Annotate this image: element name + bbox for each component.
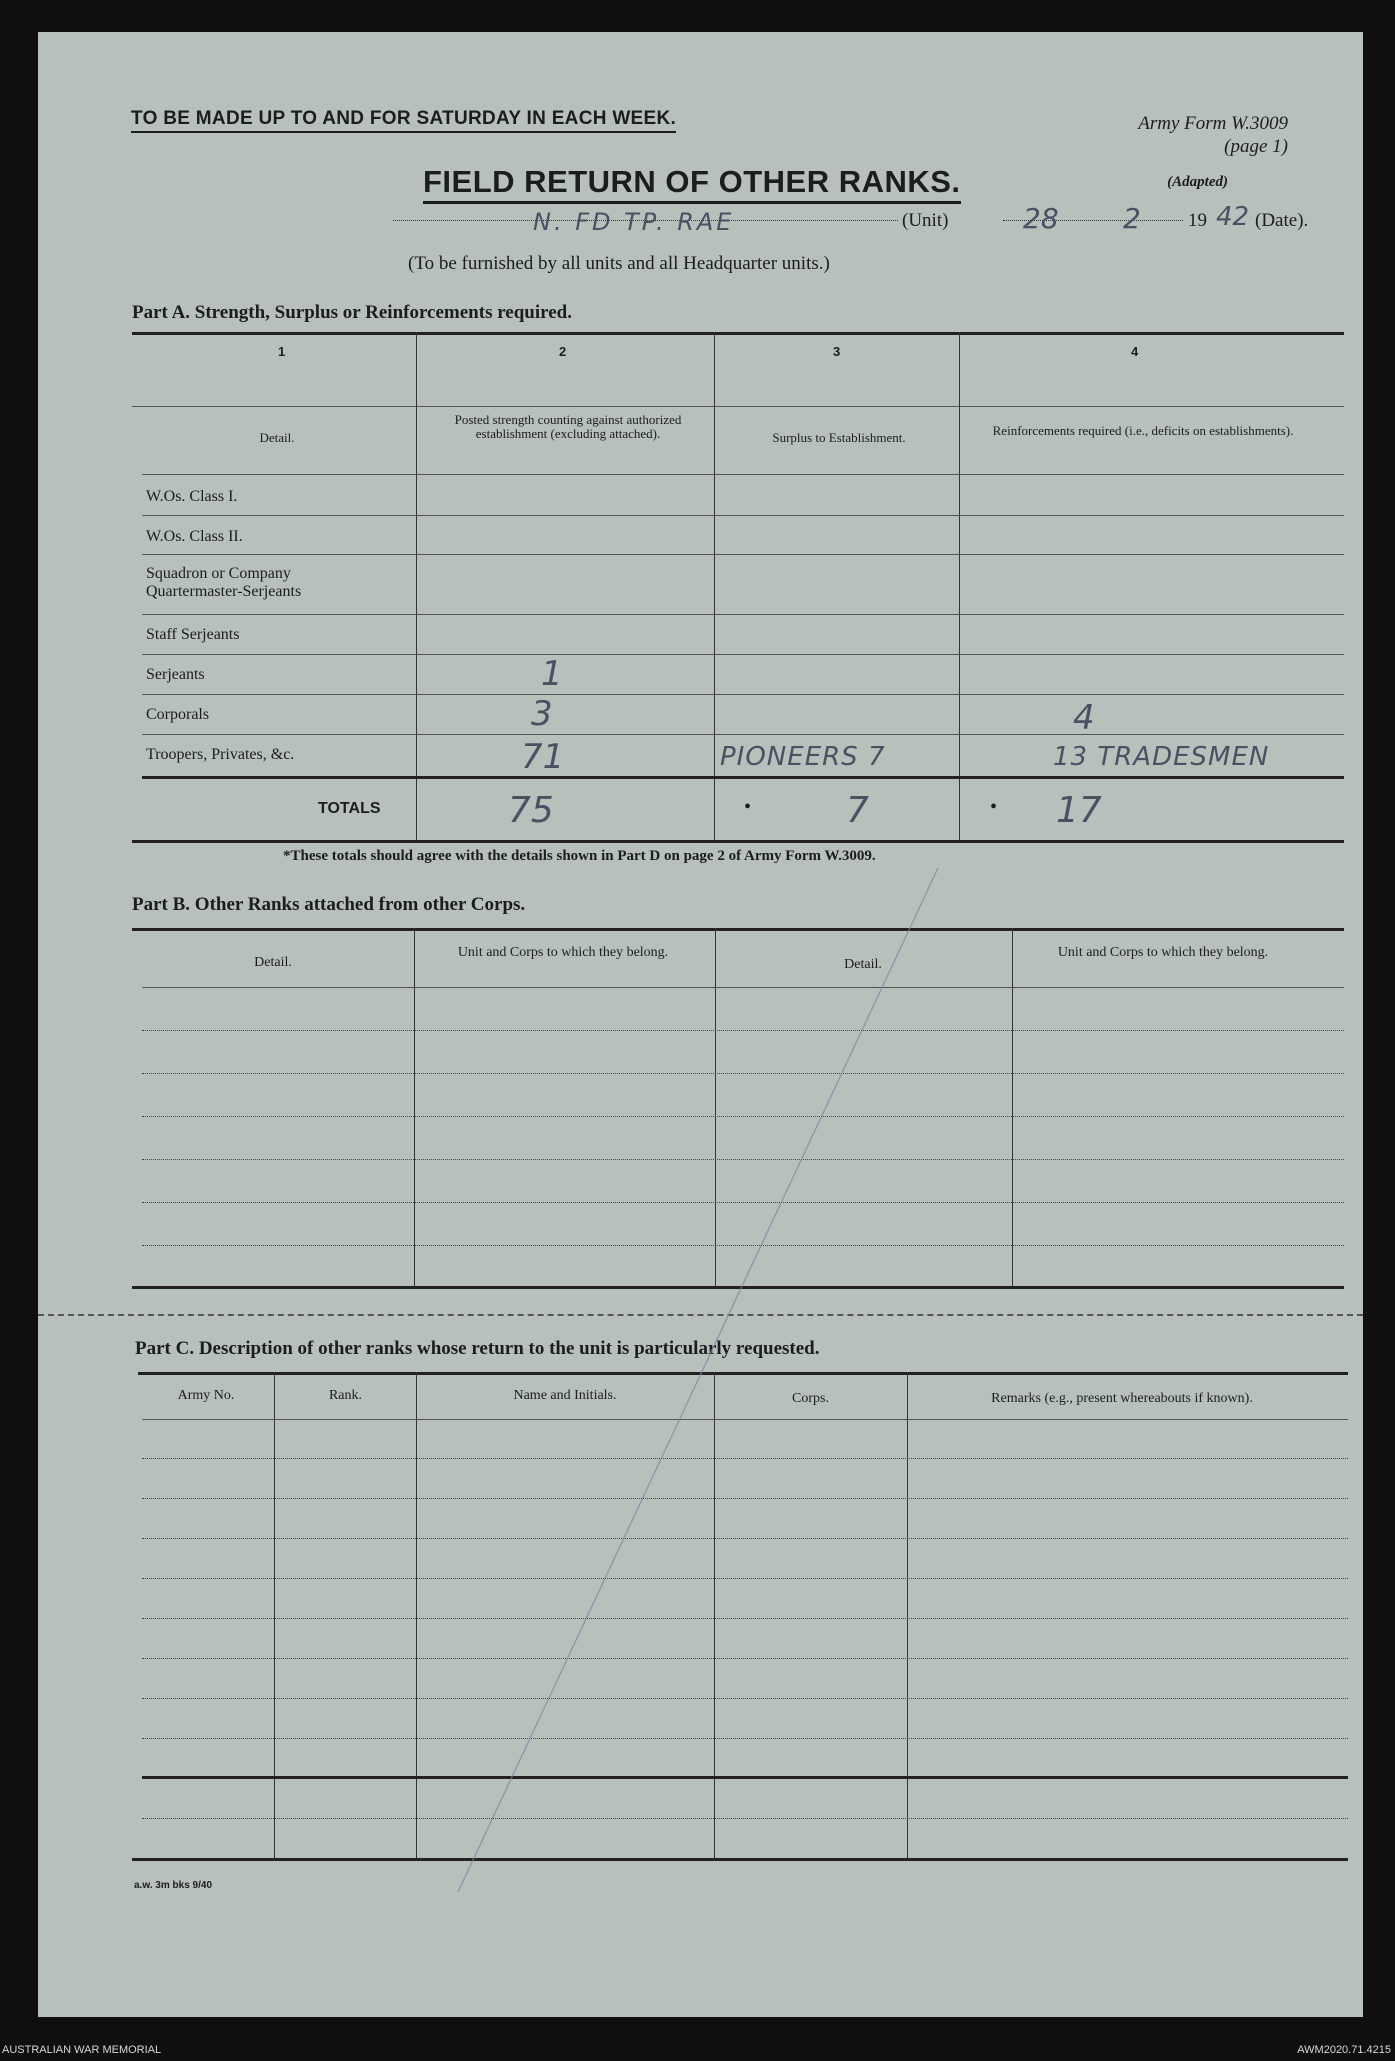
part-a-heading: Part A. Strength, Surplus or Reinforcements required.	[132, 302, 572, 323]
pencil-stroke-line	[458, 868, 938, 1892]
year-prefix: 19	[1188, 210, 1207, 231]
part-b-header-unit-2: Unit and Corps to which they belong.	[1057, 945, 1269, 960]
part-c-header-corps: Corps.	[792, 1391, 829, 1406]
row-detail-text: Squadron or Company Quartermaster-Serjeants	[146, 565, 302, 600]
part-c-heading: Part C. Description of other ranks whose return to the unit is particularly requested.	[135, 1338, 820, 1359]
footer-left: AUSTRALIAN WAR MEMORIAL	[2, 2044, 162, 2056]
year-value: 42	[1216, 202, 1250, 232]
totals-label: TOTALS	[318, 800, 381, 817]
pencil-stroke	[38, 32, 1363, 2017]
row-detail: W.Os. Class I.	[146, 488, 238, 505]
col-number-2: 2	[559, 344, 567, 359]
col-number-1: 1	[278, 344, 286, 359]
form-title-text: FIELD RETURN OF OTHER RANKS.	[423, 164, 961, 204]
date-month: 2	[1123, 202, 1141, 235]
row-detail: Corporals	[146, 706, 210, 723]
surplus-troopers: PIONEERS 7	[720, 742, 886, 772]
posted-serjeants: 1	[541, 654, 563, 694]
row-detail: Troopers, Privates, &c.	[146, 746, 295, 763]
posted-corporals: 3	[531, 694, 553, 734]
col-header-reinforcements: Reinforcements required (i.e., deficits on establishments).	[992, 423, 1294, 438]
part-b-heading: Part B. Other Ranks attached from other Corps.	[132, 894, 526, 915]
col-number-4: 4	[1131, 344, 1139, 359]
furnish-note: (To be furnished by all units and all Headquarter units.)	[408, 253, 830, 274]
row-detail: Serjeants	[146, 666, 205, 683]
total-posted: 75	[508, 790, 554, 831]
date-label: (Date).	[1255, 210, 1309, 231]
col-header-posted: Posted strength counting against authorized establishment (excluding attached).	[454, 412, 682, 441]
col-header-detail: Detail.	[259, 430, 295, 445]
row-detail: Staff Serjeants	[146, 626, 240, 643]
adapted-note: (Adapted)	[1167, 174, 1228, 190]
unit-value: N. FD TP. RAE	[533, 208, 735, 236]
part-c-header-remarks: Remarks (e.g., present whereabouts if known).	[991, 1391, 1253, 1406]
form-page: (page 1)	[1224, 136, 1288, 157]
total-surplus-asterisk: •	[744, 796, 752, 818]
posted-troopers: 71	[521, 737, 565, 777]
part-c-header-name: Name and Initials.	[513, 1388, 617, 1403]
reinf-troopers: 13 TRADESMEN	[1053, 742, 1270, 772]
print-code: a.w. 3m bks 9/40	[134, 1880, 213, 1891]
weekly-instruction-text: TO BE MADE UP TO AND FOR SATURDAY IN EACH WEEK.	[131, 108, 676, 133]
row-detail: W.Os. Class II.	[146, 528, 243, 545]
total-surplus: 7	[846, 790, 869, 831]
col-header-surplus: Surplus to Establishment.	[772, 430, 906, 445]
part-c-header-rank: Rank.	[328, 1388, 363, 1403]
total-reinf-asterisk: •	[990, 796, 998, 818]
part-c-header-army-no: Army No.	[177, 1388, 235, 1403]
col-number-3: 3	[833, 344, 841, 359]
part-a-footnote: *These totals should agree with the details shown in Part D on page 2 of Army Form W.3009.	[283, 848, 876, 864]
form-number: Army Form W.3009	[1138, 113, 1288, 134]
date-day: 28	[1023, 202, 1059, 235]
total-reinf: 17	[1056, 790, 1102, 831]
part-b-header-detail-2: Detail.	[844, 957, 882, 972]
form-sheet	[38, 32, 1363, 2017]
footer-right: AWM2020.71.4215	[1297, 2044, 1391, 2056]
part-b-header-unit-1: Unit and Corps to which they belong.	[457, 945, 669, 960]
reinf-corporals: 4	[1073, 698, 1095, 738]
part-b-header-detail-1: Detail.	[254, 955, 292, 970]
unit-label: (Unit)	[902, 210, 949, 231]
